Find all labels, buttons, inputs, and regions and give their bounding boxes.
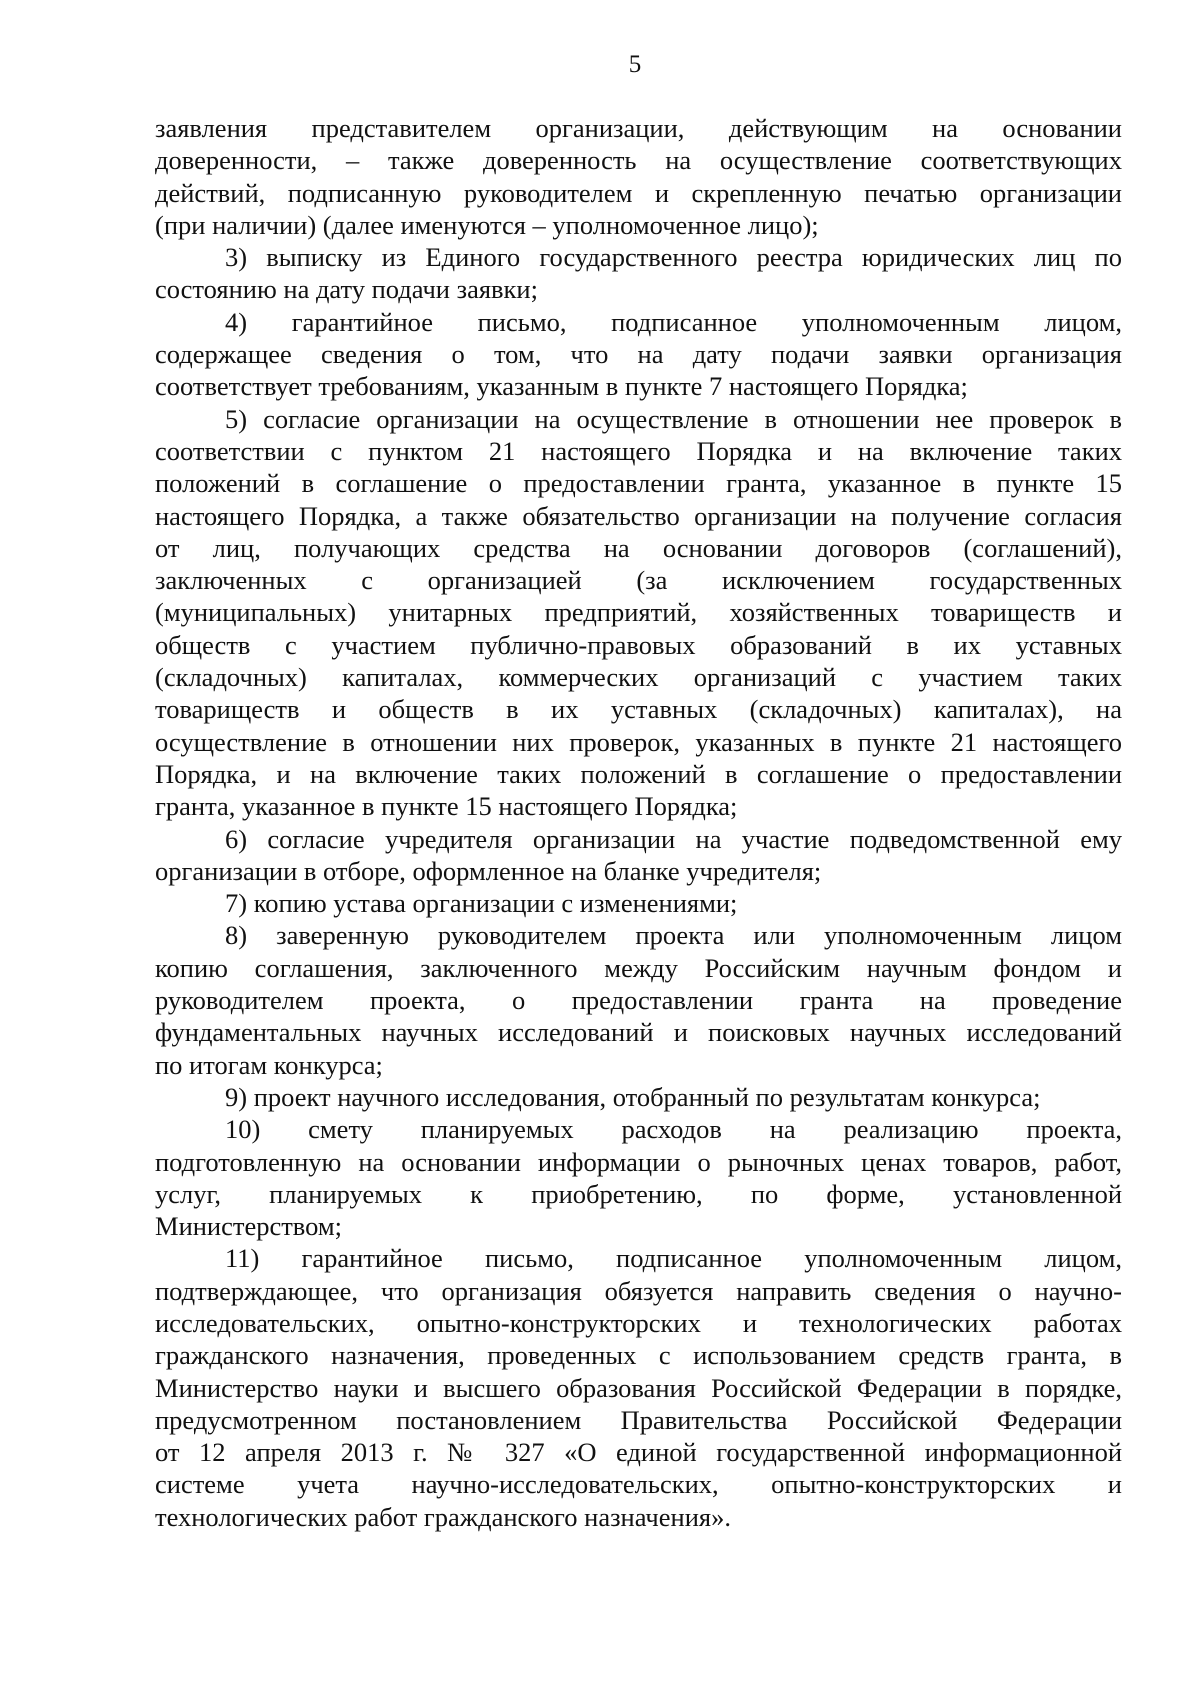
text-line: (складочных) капиталах, коммерческих организаций с участием таких [155,662,1122,693]
text-line: предусмотренном постановлением Правительства Российской Федерации [155,1404,1122,1435]
document-body [155,112,1122,1533]
text-line: настоящего Порядка, а также обязательство организации на получение согласия [155,500,1122,531]
text-line: технологических работ гражданского назначения». [155,1501,731,1532]
text-line: Министерством; [155,1211,343,1242]
text-line: Министерство науки и высшего образования Российской Федерации в порядке, [155,1372,1122,1403]
text-line: осуществление в отношении них проверок, указанных в пункте 21 настоящего [155,726,1122,757]
text-line: 3) выписку из Единого государственного реестра юридических лиц по [225,242,1122,273]
paragraph-p3 [155,241,1122,306]
text-line: по итогам конкурса; [155,1049,383,1080]
text-line: 9) проект научного исследования, отобранный по результатам конкурса; [225,1081,1041,1112]
text-line: соответствии с пунктом 21 настоящего Порядка и на включение таких [155,435,1122,466]
text-line: фундаментальных научных исследований и поисковых научных исследований [155,1017,1122,1048]
text-line: исследовательских, опытно-конструкторских и технологических работах [155,1307,1122,1338]
text-line: услуг, планируемых к приобретению, по форме, установленной [155,1178,1122,1209]
paragraph-p7 [155,887,1122,919]
text-line: руководителем проекта, о предоставлении гранта на проведение [155,985,1122,1016]
text-line: Порядка, и на включение таких положений в соглашение о предоставлении [155,758,1122,789]
text-line: содержащее сведения о том, что на дату подачи заявки организация [155,339,1122,370]
text-line: гранта, указанное в пункте 15 настоящего Порядка; [155,791,738,822]
paragraph-p0 [155,112,1122,241]
paragraph-p6 [155,823,1122,888]
text-line: состоянию на дату подачи заявки; [155,274,538,305]
text-line: заключенных с организацией (за исключением государственных [155,565,1122,596]
text-line: гражданского назначения, проведенных с использованием средств гранта, в [155,1340,1122,1371]
text-line: товариществ и обществ в их уставных (складочных) капиталах), на [155,694,1122,725]
text-line: (муниципальных) унитарных предприятий, хозяйственных товариществ и [155,597,1122,628]
paragraph-p10 [155,1113,1122,1242]
text-line: действий, подписанную руководителем и скрепленную печатью организации [155,177,1122,208]
text-line: 11) гарантийное письмо, подписанное уполномоченным лицом, [225,1243,1122,1274]
paragraph-p5 [155,403,1122,823]
text-line: 7) копию устава организации с изменениями; [225,888,738,919]
text-line: 5) согласие организации на осуществление в отношении нее проверок в [225,403,1122,434]
paragraph-p4 [155,306,1122,403]
paragraph-p8 [155,919,1122,1080]
text-line: доверенности, – также доверенность на осуществление соответствующих [155,145,1122,176]
text-line: системе учета научно-исследовательских, опытно-конструкторских и [155,1469,1122,1500]
text-line: 6) согласие учредителя организации на участие подведомственной ему [225,823,1122,854]
paragraph-p9 [155,1081,1122,1113]
text-line: подтверждающее, что организация обязуется направить сведения о научно- [155,1275,1122,1306]
paragraph-p11 [155,1242,1122,1533]
text-line: (при наличии) (далее именуются – уполномоченное лицо); [155,209,819,240]
text-line: 8) заверенную руководителем проекта или уполномоченным лицом [225,920,1122,951]
text-line: положений в соглашение о предоставлении гранта, указанное в пункте 15 [155,468,1122,499]
text-line: от 12 апреля 2013 г. № 327 «О единой государственной информационной [155,1437,1122,1468]
text-line: 10) смету планируемых расходов на реализацию проекта, [225,1114,1122,1145]
text-line: подготовленную на основании информации о рыночных ценах товаров, работ, [155,1146,1122,1177]
text-line: копию соглашения, заключенного между Российским научным фондом и [155,952,1122,983]
text-line: организации в отборе, оформленное на бланке учредителя; [155,855,822,886]
page-number: 5 [628,51,642,78]
text-line: от лиц, получающих средства на основании договоров (соглашений), [155,532,1122,563]
text-line: обществ с участием публично-правовых образований в их уставных [155,629,1122,660]
text-line: 4) гарантийное письмо, подписанное уполномоченным лицом, [225,306,1122,337]
text-line: заявления представителем организации, действующим на основании [155,113,1122,143]
text-line: соответствует требованиям, указанным в пункте 7 настоящего Порядка; [155,371,968,402]
